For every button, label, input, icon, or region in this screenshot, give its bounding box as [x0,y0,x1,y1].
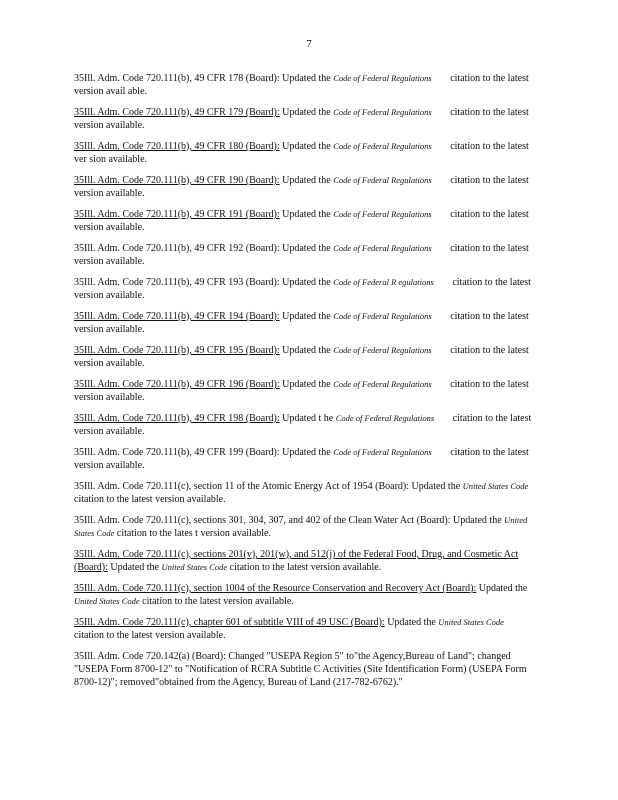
entry-citation: 35Ill. Adm. Code 720.111(b), 49 CFR 194 (Board): [74,311,280,322]
list-item [74,310,534,336]
entry-citation: 35Ill. Adm. Code 720.111(b), 49 CFR 190 (Board): [74,175,280,186]
entry-action: Updated the [282,277,331,288]
list-item [74,140,534,166]
entry-code-title: Code of Federal Regulations [333,447,432,457]
entry-citation: 35Ill. Adm. Code 720.111(b), 49 CFR 198 (Board): [74,413,280,424]
entry-tail: citation to the latest version available. [74,630,226,641]
page-number: 7 [306,38,312,50]
list-item [74,106,534,132]
entry-code-title: Code of Federal Regulations [333,209,432,219]
list-item [74,242,534,268]
entry-citation: 35Ill. Adm. Code 720.111(b), 49 CFR 192 (Board): [74,243,280,254]
list-item [74,174,534,200]
entry-code-title: Code of Federal Regulations [333,243,432,253]
entry-code-title: Code of Federal R egulations [333,277,434,287]
entry-citation: 35Ill. Adm. Code 720.111(c), section 11 of the Atomic Energy Act of 1954 (Board): [74,481,410,492]
entry-tail: citation to the latest version available. [74,175,529,199]
entry-tail: citation to the latest version available. [74,107,529,131]
entry-tail: citation to the latest version available. [229,562,382,573]
list-item [74,378,534,404]
list-item [74,616,534,642]
entry-action: Updated the [478,583,528,594]
entry-tail: citation to the lates t version available. [116,528,271,539]
entry-action: Updated the [282,311,331,322]
entry-tail: citation to the latest ver sion available. [74,141,529,165]
entry-action: Updated the [282,345,331,356]
entry-citation: 35Ill. Adm. Code 720.142(a) (Board): [74,651,226,662]
entry-citation: 35Ill. Adm. Code 720.111(b), 49 CFR 179 (Board): [74,107,280,118]
entry-code-title: Code of Federal Regulations [333,107,432,117]
entry-citation: 35Ill. Adm. Code 720.111(c), chapter 601 of subtitle VIII of 49 USC (Board): [74,617,385,628]
entry-action: Updated the [387,617,436,628]
entry-citation: 35Ill. Adm. Code 720.111(c), sections 301, 304, 307, and 402 of the Clean Water Act (Board): [74,515,451,526]
list-item [74,582,534,608]
entry-code-title: Code of Federal Regulations [333,345,432,355]
entry-citation: 35Ill. Adm. Code 720.111(b), 49 CFR 195 (Board): [74,345,280,356]
list-item [74,548,534,574]
list-item [74,72,534,98]
entry-action: Updated t he [282,413,334,424]
entry-code-title: United States Code [462,481,529,491]
entry-action: Updated the [282,243,331,254]
list-item [74,412,534,438]
list-item [74,650,534,689]
entry-action: Updated the [110,562,159,573]
entry-code-title: Code of Federal Regulations [333,141,432,151]
entry-code-title: Code of Federal Regulations [333,175,432,185]
entry-tail: citation to the latest version available. [142,596,294,607]
entry-action: Updated the [282,141,331,152]
entry-citation: 35Ill. Adm. Code 720.111(b), 49 CFR 180 (Board): [74,141,280,152]
entry-tail: citation to the latest version available. [74,494,226,505]
entry-code-title: United States Code [161,562,228,572]
entry-tail: citation to the latest version available. [74,277,531,301]
entry-citation: 35Ill. Adm. Code 720.111(c), section 1004 of the Resource Conservation and Recovery Act (Board): [74,583,477,594]
list-item [74,514,534,540]
entry-citation: 35Ill. Adm. Code 720.111(b), 49 CFR 199 (Board): [74,447,280,458]
entry-tail: citation to the latest version avail able. [74,73,529,97]
entry-action: Updated the [453,515,502,526]
entry-tail: citation to the latest version available. [74,345,529,369]
entry-code-title: United States Code [74,596,140,606]
entry-tail: citation to the latest version available. [74,209,529,233]
entry-code-title: Code of Federal Regulations [333,311,432,321]
entry-tail: citation to the latest version available. [74,243,529,267]
entry-action: Updated the [282,379,331,390]
entry-code-title: United States Code [74,515,528,538]
entry-action: Updated the [282,175,331,186]
list-item [74,344,534,370]
entry-code-title: Code of Federal Regulations [333,73,432,83]
entry-code-title: Code of Federal Regulations [333,379,432,389]
entry-code-title: Code of Federal Regulations [335,413,435,423]
entry-citation: 35Ill. Adm. Code 720.111(b), 49 CFR 191 (Board): [74,209,280,220]
entry-tail: citation to the latest version available. [74,447,529,471]
entry-citation: 35Ill. Adm. Code 720.111(b), 49 CFR 196 (Board): [74,379,280,390]
entry-tail: citation to the latest version available. [74,311,529,335]
entry-tail: citation to the latest version available. [74,413,532,437]
entry-code-title: United States Code [438,617,504,627]
entry-action: Updated the [282,73,331,84]
entry-action: Updated the [411,481,461,492]
entry-citation: 35Ill. Adm. Code 720.111(b), 49 CFR 193 (Board): [74,277,280,288]
list-item [74,446,534,472]
entry-action: Changed "USEPA Region 5" to"the Agency,Bureau of Land"; changed "USEPA Form 8700-12" to "Notification of RCRA Subtitle C Activities (Site Identification Form) (USEPA Form 8700-12)"; removed"obtained from the Agency, Bureau of Land (217-782-6762)." [74,651,527,688]
amendment-list [74,72,534,697]
entry-action: Updated the [282,209,331,220]
entry-action: Updated the [282,447,331,458]
entry-citation: 35Ill. Adm. Code 720.111(c), sections 201(v), 201(w), and 512(j) of the Federal Food, Drug, and Cosmetic Act (Board): [74,549,519,573]
list-item [74,480,534,506]
list-item [74,276,534,302]
entry-citation: 35Ill. Adm. Code 720.111(b), 49 CFR 178 (Board): [74,73,280,84]
entry-action: Updated the [282,107,331,118]
list-item [74,208,534,234]
entry-tail: citation to the latest version available. [74,379,529,403]
